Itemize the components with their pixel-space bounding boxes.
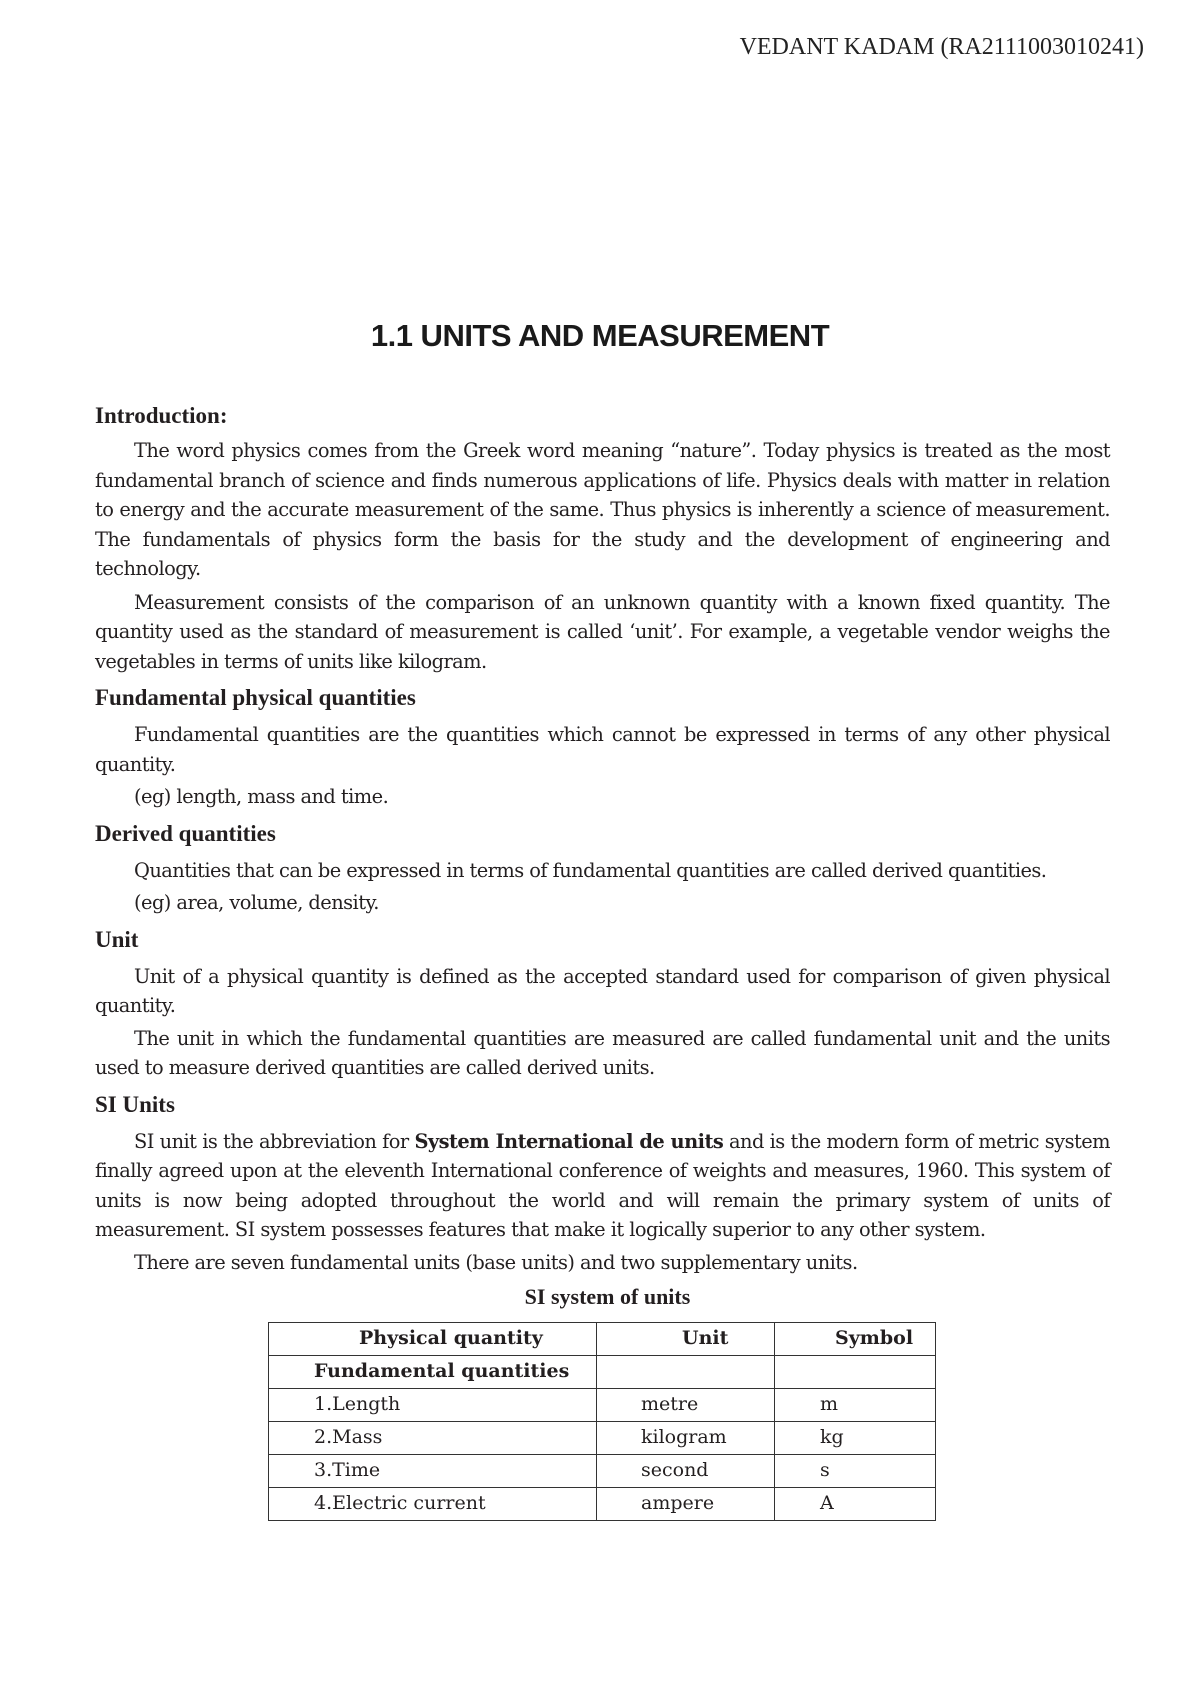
paragraph: The unit in which the fundamental quantities are measured are called fundamental unit and the units used to measure derived quantities are called derived units. xyxy=(95,1026,1110,1079)
table-row xyxy=(269,1488,936,1521)
table-subheading: Fundamental quantities xyxy=(269,1356,597,1389)
heading-derived-quantities: Derived quantities xyxy=(95,820,276,846)
document-body xyxy=(95,400,1110,1521)
table-cell: 3.Time xyxy=(269,1455,597,1488)
si-text-post: and is the modern form of metric system finally agreed upon at the eleventh International conference of weights and measures, 1960. This system of units is now being adopted throughout the world and will remain the primary system of units of measurement. SI system possesses features that make it logically superior to any other system. xyxy=(95,1129,1110,1241)
table-row xyxy=(269,1422,936,1455)
table-cell xyxy=(597,1356,775,1389)
column-header-unit: Unit xyxy=(597,1323,775,1356)
table-cell: 4.Electric current xyxy=(269,1488,597,1521)
paragraph: Unit of a physical quantity is defined as the accepted standard used for comparison of given physical quantity. xyxy=(95,964,1110,1017)
paragraph: The word physics comes from the Greek word meaning “nature”. Today physics is treated as the most fundamental branch of science and finds numerous applications of life. Physics deals with matter in relation to energy and the accurate measurement of the same. Thus physics is inherently a science of measurement. The fundamentals of physics form the basis for the study and the development of engineering and technology. xyxy=(95,439,1110,580)
page-header-author: VEDANT KADAM (RA2111003010241) xyxy=(739,34,1144,60)
paragraph: Quantities that can be expressed in terms of fundamental quantities are called derived quantities. xyxy=(134,858,1047,882)
heading-fundamental-quantities: Fundamental physical quantities xyxy=(95,685,416,710)
table-cell: 2.Mass xyxy=(269,1422,597,1455)
heading-si-units: SI Units xyxy=(95,1091,175,1117)
si-text-bold: System International de units xyxy=(414,1129,724,1153)
paragraph: There are seven fundamental units (base units) and two supplementary units. xyxy=(134,1250,858,1274)
paragraph: Measurement consists of the comparison of an unknown quantity with a known fixed quantity. The quantity used as the standard of measurement is called ‘unit’. For example, a vegetable vendor weighs the vegetables in terms of units like kilogram. xyxy=(95,590,1110,673)
paragraph xyxy=(95,1127,1110,1245)
table-cell: m xyxy=(775,1389,936,1422)
table-cell: kg xyxy=(775,1422,936,1455)
paragraph: (eg) area, volume, density. xyxy=(134,891,379,914)
table-cell: ampere xyxy=(597,1488,775,1521)
table-cell: second xyxy=(597,1455,775,1488)
si-text-pre: SI unit is the abbreviation for xyxy=(134,1129,415,1153)
si-units-table xyxy=(268,1322,936,1521)
column-header-physical-quantity: Physical quantity xyxy=(269,1323,597,1356)
table-cell: A xyxy=(775,1488,936,1521)
table-cell: 1.Length xyxy=(269,1389,597,1422)
column-header-symbol: Symbol xyxy=(775,1323,936,1356)
table-cell: s xyxy=(775,1455,936,1488)
paragraph: (eg) length, mass and time. xyxy=(134,785,389,808)
table-row xyxy=(269,1455,936,1488)
page-title: 1.1 UNITS AND MEASUREMENT xyxy=(370,318,830,353)
table-caption: SI system of units xyxy=(524,1284,691,1309)
table-row xyxy=(269,1389,936,1422)
table-header-row xyxy=(269,1323,936,1356)
heading-unit: Unit xyxy=(95,926,139,952)
heading-introduction: Introduction: xyxy=(95,403,228,428)
table-subheading-row xyxy=(269,1356,936,1389)
table-cell: metre xyxy=(597,1389,775,1422)
table-cell xyxy=(775,1356,936,1389)
paragraph: Fundamental quantities are the quantities which cannot be expressed in terms of any other physical quantity. xyxy=(95,723,1110,776)
table-cell: kilogram xyxy=(597,1422,775,1455)
